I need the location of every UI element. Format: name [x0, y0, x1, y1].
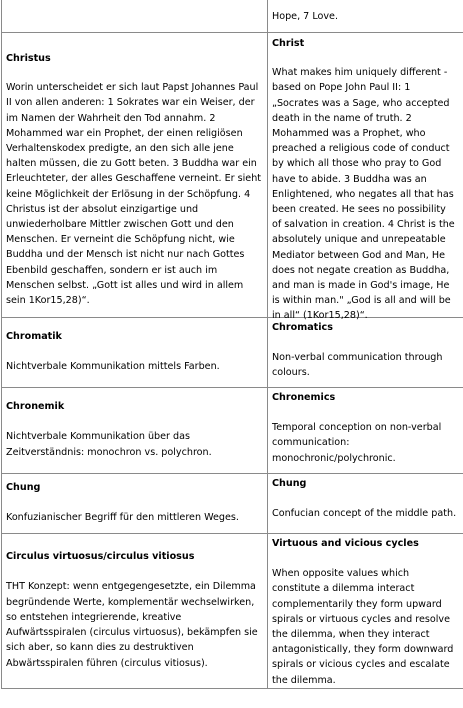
- german-cell: [2, 318, 268, 387]
- english-cell: [268, 474, 461, 533]
- german-definition: THT Konzept: wenn entgegengesetzte, ein Dilemma begründende Werte, komplementär wechselwirken, so entstehen integrierende, kreative Aufwärtsspiralen (circulus virtuosus), bekämpfen sie sich aber, so kann dies zu destruktiven Abwärtsspiralen führen (circulus vitiosus).: [6, 581, 258, 669]
- english-definition: Confucian concept of the middle path.: [272, 508, 457, 520]
- english-term: Chronemics: [272, 392, 336, 403]
- table-row: [2, 388, 463, 474]
- english-term: Chromatics: [272, 322, 333, 333]
- english-cell: [268, 388, 461, 473]
- german-cell: [2, 474, 268, 533]
- german-cell: [2, 33, 268, 317]
- german-term: Christus: [6, 53, 51, 64]
- glossary-table: [1, 0, 463, 689]
- german-term: Chung: [6, 481, 41, 493]
- german-definition: Nichtverbale Kommunikation mittels Farben.: [6, 361, 220, 372]
- table-row: [2, 534, 463, 689]
- english-definition: Temporal conception on non-verbal communication: monochronic/polychronic.: [272, 422, 442, 464]
- english-definition: Non-verbal communication through colours.: [272, 352, 443, 379]
- english-definition: Hope, 7 Love.: [272, 10, 339, 22]
- german-term: Chronemik: [6, 401, 65, 413]
- german-term: Circulus virtuosus/circulus vitiosus: [6, 551, 195, 563]
- english-term: Virtuous and vicious cycles: [272, 538, 419, 549]
- english-cell: [268, 33, 461, 322]
- english-cell: [268, 0, 461, 32]
- german-definition: Konfuzianischer Begriff für den mittleren Weges.: [6, 512, 239, 523]
- table-row: [2, 474, 463, 534]
- german-term: Chromatik: [6, 330, 62, 342]
- german-cell: [2, 388, 268, 473]
- english-definition: What makes him uniquely different - based on Pope John Paul II: 1 „Socrates was a Sage, who accepted death in the name of truth. 2 Mohammed was a Prophet, who preached a religious code of conduct by which all those who pray to God have to abide. 3 Buddha was an Enlightened, who negates all that has been created. He sees no possibility of salvation in creation. 4 Christ is the absolutely unique and unrepeatable Mediator between God and Man, He does not negate creation as Buddha, and man is made in God's image, He is within man." „God is all and will be in all“ (1Kor15,28)“.: [272, 67, 455, 322]
- german-cell: [2, 534, 268, 688]
- german-cell: [2, 0, 268, 32]
- german-definition: Nichtverbale Kommunikation über das Zeitverständnis: monochron vs. polychron.: [6, 431, 212, 458]
- table-row: [2, 33, 463, 322]
- english-cell: [268, 534, 461, 688]
- table-row: [2, 0, 463, 33]
- english-term: Christ: [272, 38, 305, 49]
- english-cell: [268, 318, 461, 387]
- english-term: Chung: [272, 478, 307, 489]
- german-definition: Worin unterscheidet er sich laut Papst Johannes Paul II von allen anderen: 1 Sokrates war ein Weiser, der im Namen der Wahrheit den Tod annahm. 2 Mohammed war ein Prophet, der einen religiösen Verhaltenskodex predigte, an den sich alle jene halten müssen, die zu Gott beten. 3 Buddha war ein Erleuchteter, der alles Geschaffene verneint. Er sieht keine Möglichkeit der Erlösung in der Schöpfung. 4 Christus ist der absolut einzigartige und unwiederholbare Mittler zwischen Gott und den Menschen. Er verneint die Schöpfung nicht, wie Buddha und der Mensch ist nicht nur nach Gottes Ebenbild geschaffen, sondern er ist auch im Menschen selbst. „Gott ist alles und wird in allem sein 1Kor15,28)“.: [6, 82, 262, 307]
- english-definition: When opposite values which constitute a dilemma interact complementarily they form upward spirals or virtuous cycles and resolve the dilemma, when they interact antagonistically, they form downward spirals or vicious cycles and escalate the dilemma.: [272, 568, 454, 686]
- table-row: [2, 318, 463, 388]
